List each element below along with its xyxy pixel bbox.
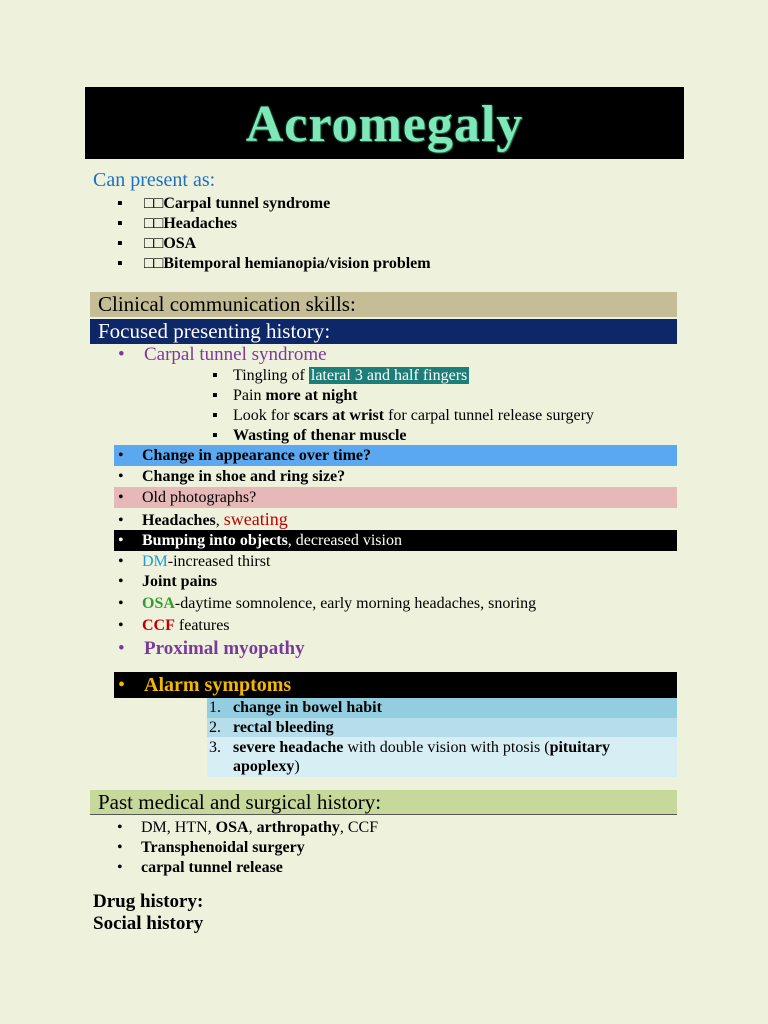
square-bullet-icon: ▪ bbox=[117, 215, 123, 232]
alarm-item: 3. severe headache with double vision with ptosis (pituitary apoplexy) bbox=[207, 737, 677, 777]
focused-history-heading: Focused presenting history: bbox=[90, 319, 677, 344]
alarm-item: 1. change in bowel habit bbox=[207, 698, 677, 718]
bullet-icon: • bbox=[118, 344, 125, 365]
list-item: • Transphenoidal surgery bbox=[117, 839, 305, 856]
list-item: • Old photographs? bbox=[114, 487, 677, 508]
list-item: ▪ □□Carpal tunnel syndrome bbox=[117, 195, 331, 212]
page-title: Acromegaly bbox=[245, 96, 524, 153]
list-item: ▪ Wasting of thenar muscle bbox=[212, 427, 407, 444]
alarm-item: 2. rectal bleeding bbox=[207, 718, 677, 737]
bullet-icon: • bbox=[117, 859, 123, 876]
can-present-heading: Can present as: bbox=[93, 169, 216, 191]
bullet-icon: • bbox=[118, 468, 124, 485]
bullet-icon: • bbox=[118, 617, 124, 634]
list-item: • OSA-daytime somnolence, early morning headaches, snoring bbox=[114, 593, 677, 614]
bullet-icon: • bbox=[117, 819, 123, 836]
bullet-icon: • bbox=[118, 595, 124, 612]
highlight-text: lateral 3 and half fingers bbox=[310, 367, 468, 384]
list-item: • carpal tunnel release bbox=[117, 859, 283, 876]
bullet-icon: • bbox=[118, 532, 124, 549]
list-item: • Bumping into objects, decreased vision bbox=[114, 530, 677, 551]
list-item: • Joint pains bbox=[114, 571, 677, 592]
present-list bbox=[117, 194, 431, 274]
square-bullet-icon: ▪ bbox=[117, 195, 123, 212]
cts-item: • Carpal tunnel syndrome bbox=[114, 344, 327, 366]
square-bullet-icon: ▪ bbox=[212, 427, 218, 444]
bullet-icon: • bbox=[118, 489, 124, 506]
square-bullet-icon: ▪ bbox=[117, 235, 123, 252]
bullet-icon: • bbox=[118, 512, 124, 529]
drug-history-heading: Drug history: bbox=[93, 891, 204, 912]
square-bullet-icon: ▪ bbox=[117, 255, 123, 272]
list-item: • Change in shoe and ring size? bbox=[114, 466, 677, 487]
bullet-icon: • bbox=[118, 674, 126, 696]
list-item: • Proximal myopathy bbox=[114, 637, 677, 661]
list-item: • DM, HTN, OSA, arthropathy, CCF bbox=[117, 819, 379, 836]
cts-sublist bbox=[212, 366, 594, 446]
list-item: • Change in appearance over time? bbox=[114, 445, 677, 466]
bullet-icon: • bbox=[117, 839, 123, 856]
list-item: • Headaches, sweating bbox=[114, 508, 677, 530]
bullet-icon: • bbox=[118, 553, 124, 570]
square-bullet-icon: ▪ bbox=[212, 407, 218, 424]
bullet-icon: • bbox=[118, 638, 125, 659]
list-item: ▪ □□Bitemporal hemianopia/vision problem bbox=[117, 255, 431, 272]
square-bullet-icon: ▪ bbox=[212, 367, 218, 384]
pmh-list bbox=[117, 818, 378, 878]
past-medical-history-heading: Past medical and surgical history: bbox=[90, 790, 677, 815]
list-item: ▪ □□Headaches bbox=[117, 215, 238, 232]
list-item: • DM-increased thirst bbox=[114, 551, 677, 572]
list-item: ▪ □□OSA bbox=[117, 235, 197, 252]
list-item: ▪ Look for scars at wrist for carpal tunnel release surgery bbox=[212, 407, 594, 424]
alarm-symptoms-heading: • Alarm symptoms bbox=[114, 672, 677, 698]
bullet-icon: • bbox=[118, 447, 124, 464]
bullet-icon: • bbox=[118, 573, 124, 590]
list-item: ▪ Tingling of lateral 3 and half fingers bbox=[212, 367, 468, 384]
list-item: • CCF features bbox=[114, 615, 677, 636]
title-banner bbox=[85, 87, 684, 159]
social-history-heading: Social history bbox=[93, 913, 204, 934]
list-item: ▪ Pain more at night bbox=[212, 387, 358, 404]
clinical-skills-heading: Clinical communication skills: bbox=[90, 292, 677, 317]
square-bullet-icon: ▪ bbox=[212, 387, 218, 404]
